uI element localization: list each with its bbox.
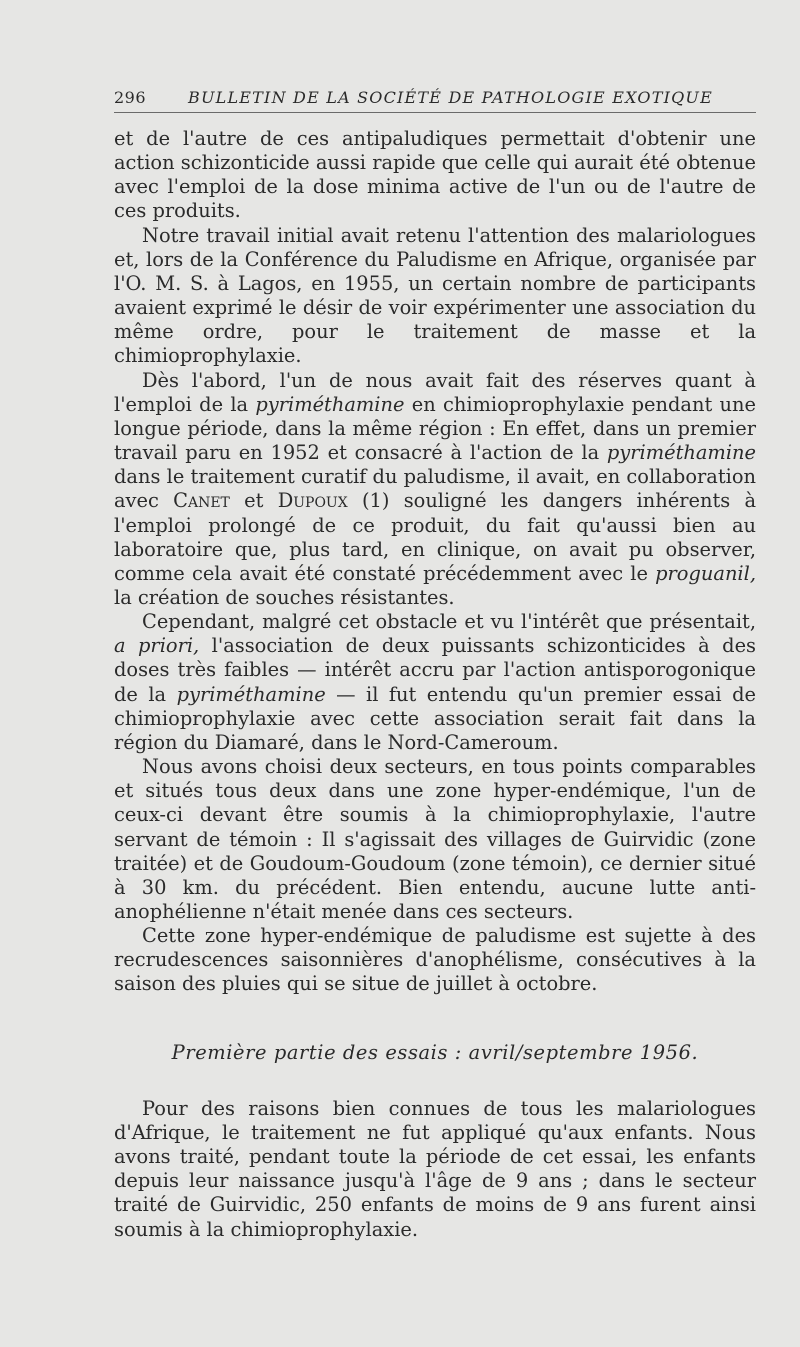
text-run: en chimioprophylaxie pendant une longue période, dans la même région : En effet, dans un premier travail paru en 1952 et consacré à l'action de la [114, 392, 756, 465]
drug-name-italic: proguanil, [655, 561, 756, 585]
text-run: et [229, 489, 278, 513]
text-run: Cependant, malgré cet obstacle et vu l'intérêt que présentait, [142, 610, 756, 634]
text-run: la création de souches résistantes. [114, 585, 455, 609]
drug-name-italic: pyriméthamine [176, 682, 326, 706]
author-name: Canet [173, 489, 230, 513]
paragraph-obstacle [114, 610, 756, 755]
text-run: — il fut entendu qu'un premier essai de chimioprophylaxie avec cette association serait fait dans la région du Diamaré, dans le Nord-Cameroum. [114, 682, 756, 754]
page-number: 296 [114, 88, 147, 107]
text-run: dans le traitement curatif du paludisme, il avait, en collaboration avec [114, 465, 756, 513]
paragraph-season: Cette zone hyper-endémique de paludisme est sujette à des recrudescences saisonnières d'anophélisme, consécutives à la saison des pluies qui se situe de juillet à octobre. [114, 924, 756, 996]
paragraph-continuation: et de l'autre de ces antipaludiques permettait d'obtenir une action schizonticide aussi rapide que celle qui aurait été obtenue avec l'emploi de la dose minima active de l'un ou de l'autre de ces produits. [114, 127, 756, 223]
paragraph-children: Pour des raisons bien connues de tous les malariologues d'Afrique, le traitement ne fut appliqué qu'aux enfants. Nous avons traité, pendant toute la période de cet essai, les enfants depuis leur naissance jusqu'à l'âge de 9 ans ; dans le secteur traité de Guirvidic, 250 enfants de moins de 9 ans furent ainsi soumis à la chimioprophylaxie. [114, 1096, 756, 1241]
paragraph-conference: Notre travail initial avait retenu l'attention des malariologues et, lors de la Conférence du Paludisme en Afrique, organisée par l'O. M. S. à Lagos, en 1955, un certain nombre de participants avaient exprimé le désir de voir expérimenter une association du même ordre, pour le traitement de masse et la chimioprophylaxie. [114, 223, 756, 368]
text-run: l'association de deux puissants schizonticides à des doses très faibles — intérêt accru par l'action antisporogonique de la [114, 634, 757, 706]
section-heading: Première partie des essais : avril/septembre 1956. [171, 1040, 699, 1064]
drug-name-italic: pyriméthamine [606, 441, 756, 465]
paragraph-reserves [114, 369, 756, 611]
author-name: Dupoux [277, 489, 348, 513]
article-body [114, 127, 756, 1242]
paragraph-sectors: Nous avons choisi deux secteurs, en tous points comparables et situés tous deux dans une zone hyper-endémique, l'un de ceux-ci devant être soumis à la chimioprophylaxie, l'autre servant de témoin : Il s'agissait des villages de Guirvidic (zone traitée) et de Goudoum-Goudoum (zone témoin), ce dernier situé à 30 km. du précédent. Bien entendu, aucune lutte anti-anophélienne n'était menée dans ces secteurs. [114, 755, 756, 923]
header-rule [114, 112, 756, 113]
drug-name-italic: pyriméthamine [255, 392, 405, 416]
page-header [114, 84, 756, 114]
text-run: Dès l'abord, l'un de nous avait fait des réserves quant à l'emploi de la [114, 368, 756, 416]
running-title: BULLETIN DE LA SOCIÉTÉ DE PATHOLOGIE EXOTIQUE [188, 88, 713, 107]
latin-phrase-italic: a priori, [114, 634, 200, 658]
text-run: (1) souligné les dangers inhérents à l'emploi prolongé de ce produit, du fait qu'aussi bien au laboratoire que, plus tard, en clinique, on avait pu observer, comme cela avait été constaté précédemment avec le [114, 489, 757, 585]
